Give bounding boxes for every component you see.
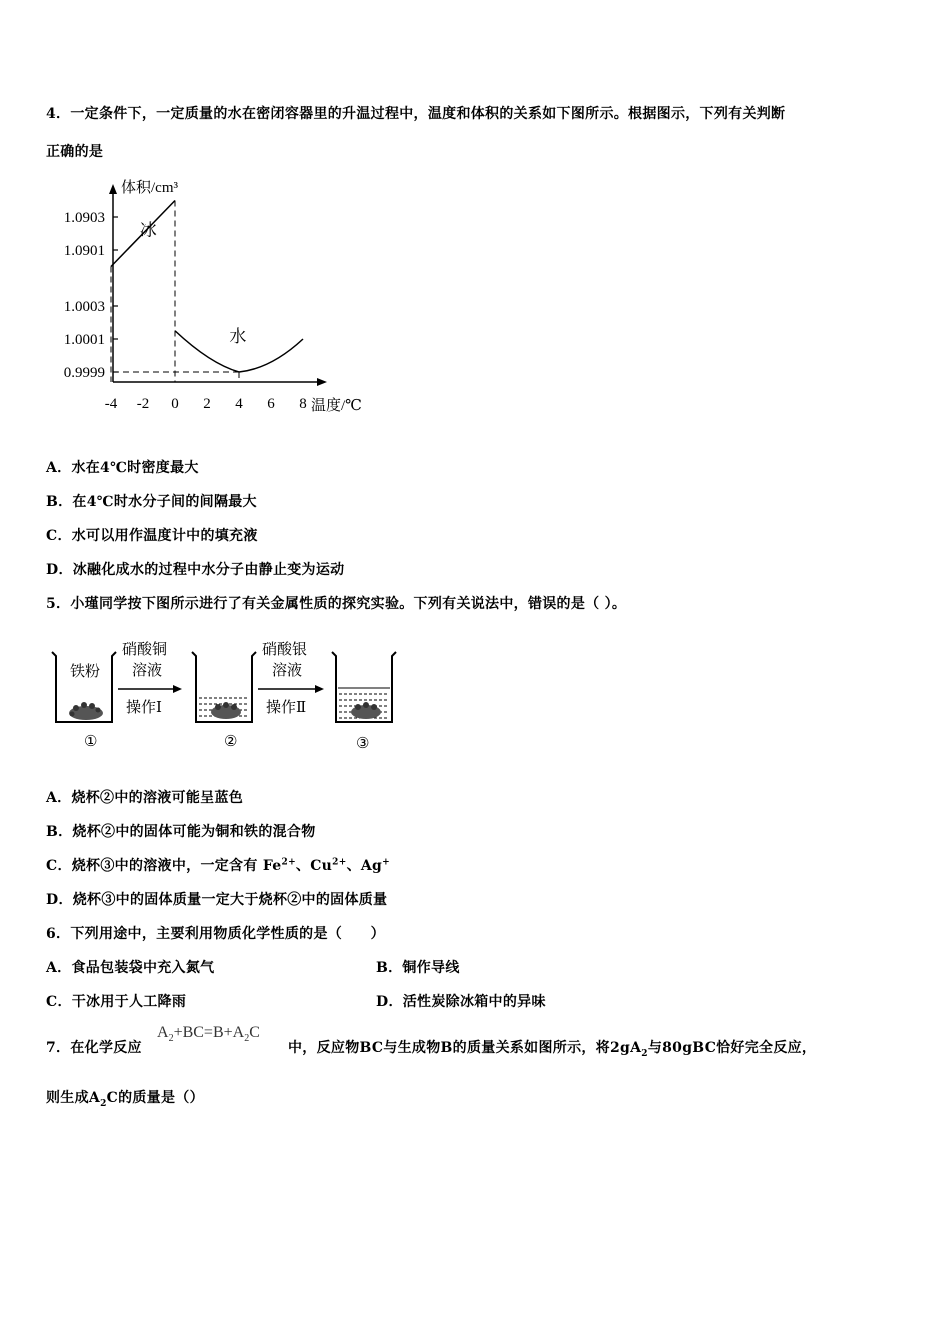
ion-fe-charge: 2+ [281, 857, 296, 868]
ion-sep-2: 、 [346, 858, 361, 874]
x-tick-label-0: -4 [104, 396, 118, 412]
q4-stem-line1: 4．一定条件下，一定质量的水在密闭容器里的升温过程中，温度和体积的关系如下图所示。根据图示，下列有关判断 [46, 106, 786, 122]
q4-option-c: C．水可以用作温度计中的填充液 [46, 528, 258, 544]
q7-suffix-part1: 中，反应物BC与生成物B的质量关系如图所示，将2gA [288, 1040, 642, 1056]
q7-stem-line2 [46, 1087, 204, 1109]
q7-suffix-sub: 2 [641, 1048, 648, 1059]
y-tick-label-3: 1.0001 [63, 332, 105, 348]
arrow-1-bottom: 操作Ⅰ [126, 700, 162, 716]
q7-line2-sub: 2 [100, 1098, 107, 1109]
q4-option-a: A．水在4℃时密度最大 [46, 460, 199, 476]
y-tick-label-1: 1.0901 [63, 243, 105, 259]
q6-option-d: D．活性炭除冰箱中的异味 [376, 994, 546, 1010]
q4-option-b: B．在4℃时水分子间的间隔最大 [46, 494, 257, 510]
beaker-1 [52, 652, 116, 722]
x-axis-arrow [317, 378, 327, 386]
x-tick-label-5: 6 [267, 396, 275, 412]
arrow-2 [258, 641, 324, 716]
ion-sep-1: 、 [295, 858, 311, 874]
y-tick-label-0: 1.0903 [63, 210, 105, 226]
q6-stem: 6．下列用途中，主要利用物质化学性质的是（ ） [46, 926, 385, 942]
q5-stem: 5．小瑾同学按下图所示进行了有关金属性质的探究实验。下列有关说法中，错误的是（ ）。 [46, 596, 627, 612]
arrow-1 [118, 641, 182, 716]
q7-stem-prefix: 7．在化学反应 [46, 1040, 142, 1056]
formula-end: C [249, 1024, 260, 1041]
q7-line2-prefix: 则生成A [46, 1090, 101, 1106]
beaker-1-number: ① [84, 734, 98, 750]
y-axis-arrow [109, 184, 117, 194]
formula-mid: +BC=B+A [173, 1024, 245, 1041]
beaker-2-number: ② [224, 734, 238, 750]
x-axis-label: 温度/℃ [311, 398, 362, 414]
q5-option-c [46, 855, 390, 875]
x-tick-label-6: 8 [299, 396, 307, 412]
arrow-1-mid: 溶液 [132, 663, 163, 679]
formula-c-sub: 2 [244, 1033, 250, 1045]
y-tick-label-2: 1.0003 [63, 299, 105, 315]
q5-option-a: A．烧杯②中的溶液可能呈蓝色 [46, 790, 244, 806]
beaker-1-label: 铁粉 [70, 664, 101, 680]
q6-option-c: C．干冰用于人工降雨 [46, 994, 187, 1010]
beaker-2 [192, 652, 256, 722]
beaker-1-solid [69, 702, 103, 720]
q5-option-c-prefix: C．烧杯③中的溶液中，一定含有 [46, 858, 263, 874]
beaker-3-number: ③ [356, 736, 370, 752]
q7-suffix-part2: 与80gBC恰好完全反应， [647, 1040, 817, 1056]
ion-fe: Fe [262, 858, 282, 874]
beaker-experiment-figure [46, 636, 416, 756]
q5-option-d: D．烧杯③中的固体质量一定大于烧杯②中的固体质量 [46, 892, 388, 908]
x-tick-label-1: -2 [136, 396, 150, 412]
volume-temperature-chart [46, 170, 386, 420]
arrow-2-bottom: 操作Ⅱ [266, 700, 307, 716]
arrow-2-mid: 溶液 [272, 663, 303, 679]
formula-a: A [157, 1024, 169, 1041]
ion-cu-charge: 2+ [332, 857, 347, 868]
x-tick-label-4: 4 [235, 396, 243, 412]
ion-ag-charge: + [382, 857, 390, 868]
q7-stem-suffix [288, 1037, 816, 1059]
q7-reaction-formula [157, 1024, 260, 1044]
q4-stem-line2: 正确的是 [46, 144, 104, 160]
ion-ag: Ag [360, 858, 383, 874]
x-tick-label-3: 2 [203, 396, 211, 412]
beaker-3 [332, 652, 396, 722]
q7-line2-suffix: C的质量是（） [106, 1090, 204, 1106]
q5-option-b: B．烧杯②中的固体可能为铜和铁的混合物 [46, 824, 316, 840]
annotation-water: 水 [229, 327, 247, 346]
ion-cu: Cu [310, 858, 333, 874]
formula-a-sub: 2 [168, 1033, 174, 1045]
q4-option-d: D．冰融化成水的过程中水分子由静止变为运动 [46, 562, 345, 578]
y-tick-label-4: 0.9999 [63, 365, 105, 381]
q6-option-b: B．铜作导线 [376, 960, 460, 976]
annotation-ice: 冰 [139, 220, 157, 240]
y-axis-label: 体积/cm³ [121, 180, 178, 196]
arrow-2-top: 硝酸银 [262, 642, 308, 658]
arrow-1-top: 硝酸铜 [122, 642, 168, 658]
x-tick-label-2: 0 [171, 396, 179, 412]
q6-option-a: A．食品包装袋中充入氮气 [46, 960, 215, 976]
